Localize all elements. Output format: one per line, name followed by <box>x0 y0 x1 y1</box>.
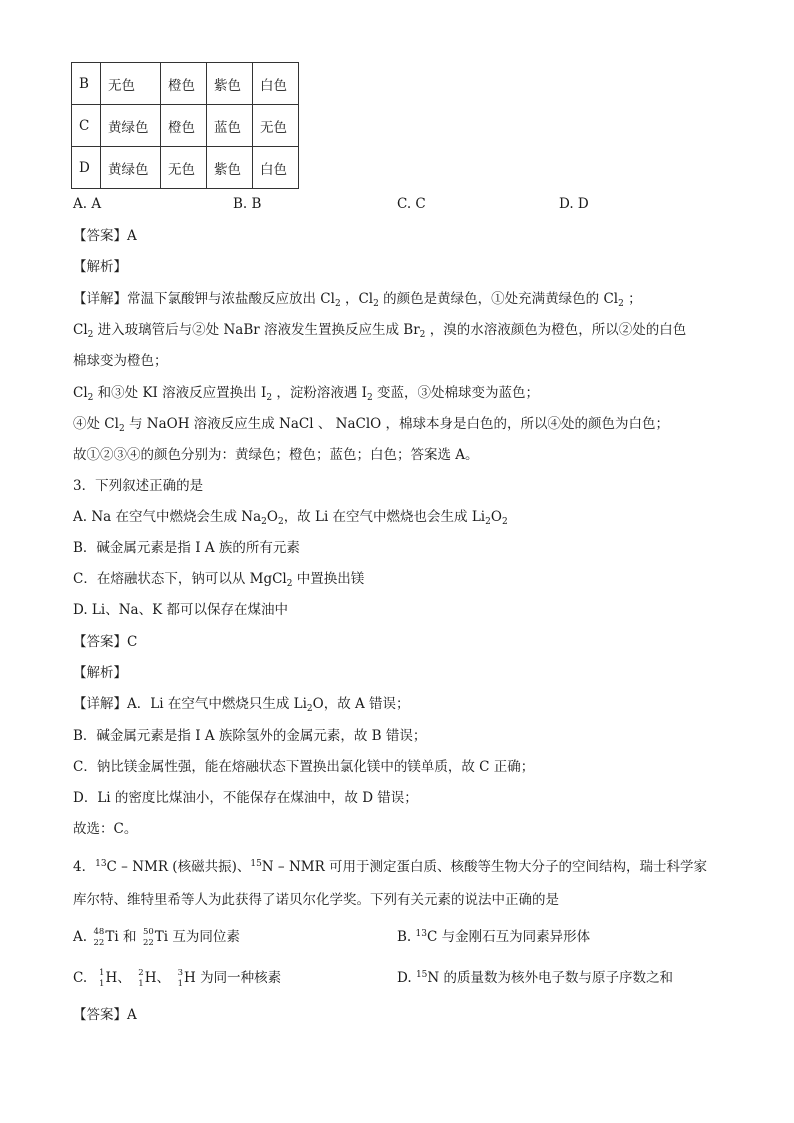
text: A．Li 在空气中燃烧只生成 Li <box>127 696 307 712</box>
q3-option-b: B．碱金属元素是指 I A 族的所有元素 <box>73 540 300 556</box>
q3-option-d: D. Li、Na、K 都可以保存在煤油中 <box>73 602 288 618</box>
subscript: 2 <box>87 393 94 403</box>
text: C．在熔融状态下，钠可以从 MgCl <box>73 571 287 587</box>
answer-value: A <box>127 1007 137 1023</box>
answer-tag: 【答案】 <box>73 634 127 650</box>
superscript: 15 <box>250 859 262 869</box>
detail-tag: 【详解】 <box>73 291 127 307</box>
table-cell: 黄绿色 <box>101 147 161 189</box>
table-row <box>72 63 299 105</box>
element-symbol: H <box>184 970 196 986</box>
text: N 的质量数为核外电子数与原子序数之和 <box>427 970 673 986</box>
text: 、 <box>156 970 170 986</box>
text: A. Na 在空气中燃烧会生成 Na <box>73 509 262 525</box>
q4-stem-line-1 <box>73 857 707 877</box>
superscript: 13 <box>415 929 427 939</box>
answer-value: A <box>127 228 137 244</box>
element-symbol: H <box>105 970 118 986</box>
table-cell: 无色 <box>253 105 299 147</box>
mass-number: 48 <box>93 926 105 937</box>
text: 、 <box>117 970 131 986</box>
text: 与 NaOH 溶液反应生成 NaCl 、 NaClO ，棉球本身是白色的，所以④处的颜色为白色； <box>124 416 670 432</box>
q3-analysis-tag <box>73 663 127 683</box>
mass-number: 1 <box>99 967 105 978</box>
table-cell: 白色 <box>253 147 299 189</box>
table-cell: C <box>72 105 101 147</box>
q4-option-d <box>397 968 673 988</box>
answer-value: C <box>127 634 138 650</box>
subscript: 2 <box>618 299 624 309</box>
isotope-notation <box>91 928 104 948</box>
subscript: 2 <box>87 330 94 340</box>
option-c: C. C <box>397 196 426 212</box>
option-b: B. B <box>233 196 262 212</box>
text: ； <box>623 291 642 307</box>
option-letter: D. <box>397 970 412 986</box>
text: N – NMR 可用于测定蛋白质、核酸等生物大分子的空间结构，瑞士科学家 <box>261 859 708 875</box>
q2-detail-line-1 <box>73 289 642 309</box>
superscript: 15 <box>415 970 428 980</box>
q4-option-c <box>73 968 281 989</box>
atomic-number: 1 <box>138 978 144 989</box>
atomic-number: 1 <box>177 978 183 989</box>
element-symbol: Ti <box>154 929 169 945</box>
q4-option-a <box>73 927 240 948</box>
subscript: 2 <box>485 517 491 527</box>
subscript: 2 <box>501 517 508 527</box>
q2-detail-line-6: 故①②③④的颜色分别为：黄绿色；橙色；蓝色；白色；答案选 A。 <box>73 447 479 463</box>
text: 进入玻璃管后与②处 NaBr 溶液发生置换反应生成 Br <box>93 322 420 338</box>
q2-detail-line-3: 棉球变为橙色； <box>73 353 168 369</box>
question-number: 4． <box>73 859 96 875</box>
text: O，故 A 错误； <box>312 696 410 712</box>
text: 常温下氯酸钾与浓盐酸反应放出 Cl <box>127 291 335 307</box>
q3-detail-line-4: D．Li 的密度比煤油小，不能保存在煤油中，故 D 错误； <box>73 790 418 806</box>
subscript: 2 <box>419 330 426 340</box>
subscript: 2 <box>366 393 373 403</box>
text: C 与金刚石互为同素异形体 <box>426 929 591 945</box>
q3-option-a <box>73 507 508 527</box>
table-cell: 紫色 <box>207 147 253 189</box>
q4-answer-line <box>73 1005 137 1025</box>
subscript: 2 <box>373 299 379 309</box>
analysis-tag: 【解析】 <box>73 259 127 275</box>
subscript: 2 <box>261 517 267 527</box>
q3-option-c <box>73 569 364 589</box>
element-symbol: H <box>144 970 157 986</box>
q4-option-b <box>397 927 590 947</box>
mass-number: 2 <box>138 967 144 978</box>
table-cell: 蓝色 <box>207 105 253 147</box>
isotope-notation <box>170 969 183 989</box>
text: 和 <box>118 929 141 945</box>
subscript: 2 <box>266 393 273 403</box>
table-cell: 无色 <box>161 147 207 189</box>
isotope-notation <box>91 969 104 989</box>
subscript: 2 <box>286 579 293 589</box>
atomic-number: 22 <box>142 937 154 948</box>
text: 互为同位素 <box>168 929 240 945</box>
text: ，Cl <box>340 291 374 307</box>
text: O <box>490 509 502 525</box>
subscript: 2 <box>118 424 125 434</box>
table-row <box>72 147 299 189</box>
option-letter: B. <box>397 929 412 945</box>
superscript: 13 <box>95 859 107 869</box>
q2-detail-line-4 <box>73 383 539 403</box>
table-cell: 橙色 <box>161 63 207 105</box>
answer-tag: 【答案】 <box>73 1007 127 1023</box>
detail-tag: 【详解】 <box>73 696 127 712</box>
option-letter: A. <box>73 929 88 945</box>
text: ④处 Cl <box>73 416 119 432</box>
text: C – NMR (核磁共振)、 <box>106 859 251 875</box>
subscript: 2 <box>306 704 313 714</box>
text: Cl <box>73 322 88 338</box>
text: 和③处 KI 溶液反应置换出 I <box>93 385 267 401</box>
analysis-tag: 【解析】 <box>73 665 127 681</box>
table-cell: D <box>72 147 101 189</box>
atomic-number: 1 <box>99 978 105 989</box>
text: 变蓝，③处棉球变为蓝色； <box>372 385 539 401</box>
atomic-number: 22 <box>93 937 105 948</box>
q3-answer-line <box>73 632 137 652</box>
table-cell: 黄绿色 <box>101 105 161 147</box>
element-symbol: Ti <box>105 929 119 945</box>
text: 中置换出镁 <box>292 571 365 587</box>
option-d: D. D <box>559 196 589 212</box>
isotope-notation <box>131 969 144 989</box>
table-cell: 紫色 <box>207 63 253 105</box>
text: 的颜色是黄绿色，①处充满黄绿色的 Cl <box>378 291 619 307</box>
q2-detail-line-5 <box>73 414 669 434</box>
q3-detail-line-2: B．碱金属元素是指 I A 族除氢外的金属元素，故 B 错误； <box>73 728 427 744</box>
q2-analysis-tag <box>73 257 127 277</box>
q3-stem: 3．下列叙述正确的是 <box>73 478 204 494</box>
subscript: 2 <box>277 517 284 527</box>
option-a: A. A <box>73 196 102 212</box>
text: ，故 Li 在空气中燃烧也会生成 Li <box>283 509 486 525</box>
q4-stem-line-2: 库尔特、维特里希等人为此获得了诺贝尔化学奖。下列有关元素的说法中正确的是 <box>73 892 559 908</box>
option-letter: C. <box>73 970 88 986</box>
answer-tag: 【答案】 <box>73 228 127 244</box>
q2-detail-line-2 <box>73 320 686 340</box>
q2-answer-line <box>73 226 137 246</box>
table-cell: 橙色 <box>161 105 207 147</box>
q3-detail-line-5: 故选：C。 <box>73 821 138 837</box>
text: O <box>266 509 278 525</box>
table-cell: 白色 <box>253 63 299 105</box>
text: ，淀粉溶液遇 I <box>272 385 367 401</box>
mass-number: 3 <box>177 967 183 978</box>
isotope-notation <box>141 928 154 948</box>
text: Cl <box>73 385 88 401</box>
table-row <box>72 105 299 147</box>
table-cell: 无色 <box>101 63 161 105</box>
text: ，溴的水溶液颜色为橙色，所以②处的白色 <box>425 322 687 338</box>
color-table <box>71 62 299 189</box>
table-cell: B <box>72 63 101 105</box>
q3-detail-line-1 <box>73 694 410 714</box>
subscript: 2 <box>334 299 341 309</box>
mass-number: 50 <box>142 926 154 937</box>
text: 为同一种核素 <box>195 970 282 986</box>
q3-detail-line-3: C．钠比镁金属性强，能在熔融状态下置换出氯化镁中的镁单质，故 C 正确； <box>73 759 535 775</box>
